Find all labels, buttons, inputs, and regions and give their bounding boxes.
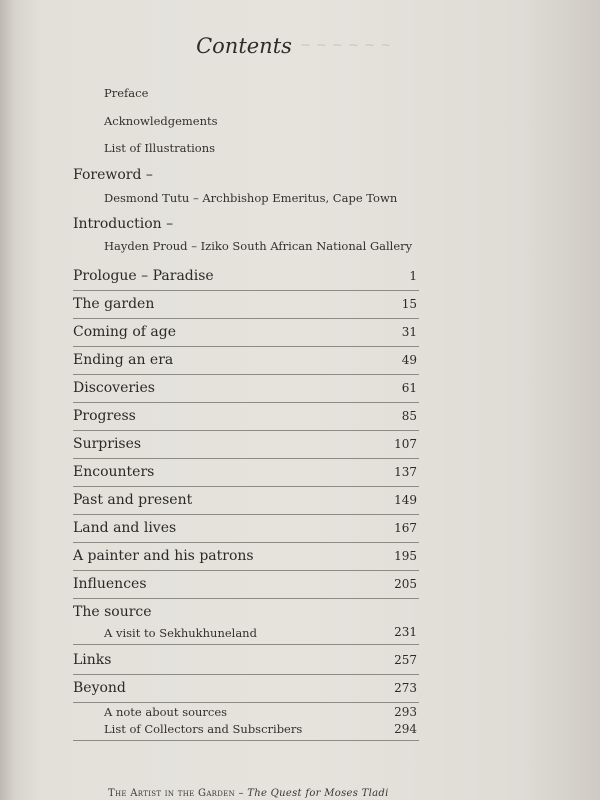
chapter-page-number: 257 [394, 653, 417, 667]
chapter-page-number: 195 [394, 549, 417, 563]
chapter-row [73, 318, 419, 347]
page-title: Contents [196, 34, 292, 58]
running-footer [108, 788, 389, 799]
chapter-row [73, 290, 419, 319]
chapter-page-number: 61 [401, 381, 417, 395]
chapter-subtitle: A visit to Sekhukhuneland [104, 626, 257, 640]
chapter-page-number: 107 [394, 437, 417, 451]
back-matter-label: List of Collectors and Subscribers [104, 722, 303, 736]
show-through-text: ~ ~ ~ ~ ~ ~ [300, 38, 392, 53]
chapter-page-number: 31 [401, 325, 417, 339]
introduction-author: Hayden Proud – Iziko South African National Gallery [104, 239, 413, 253]
chapter-row [73, 458, 419, 487]
back-matter-item [104, 722, 419, 736]
chapter-page-number: 85 [401, 409, 417, 423]
divider [73, 740, 419, 741]
chapter-row [73, 486, 419, 515]
chapter-row [73, 514, 419, 543]
chapter-row [73, 646, 419, 675]
chapter-page-number: 205 [394, 577, 417, 591]
chapter-title: Surprises [73, 436, 142, 452]
chapter-row [73, 674, 419, 703]
chapter-row [73, 598, 419, 645]
back-matter-page: 294 [394, 722, 417, 736]
footer-series: The Artist in the Garden – [108, 788, 248, 799]
foreword-author: Desmond Tutu – Archbishop Emeritus, Cape Town [104, 191, 398, 205]
chapter-page-number: 167 [394, 521, 417, 535]
chapter-row [73, 570, 419, 599]
chapter-title: The source [73, 604, 152, 620]
front-matter-item: Acknowledgements [104, 114, 218, 128]
chapter-row [73, 430, 419, 459]
chapter-row [73, 374, 419, 403]
foreword-heading: Foreword – [73, 167, 153, 183]
chapter-row [73, 346, 419, 375]
chapter-page-number: 1 [409, 269, 417, 283]
chapter-title: Discoveries [73, 380, 155, 396]
chapter-title: Progress [73, 408, 136, 424]
front-matter-item: Preface [104, 86, 149, 100]
chapter-title: Prologue – Paradise [73, 268, 214, 284]
chapter-page-number: 231 [394, 625, 417, 639]
introduction-heading: Introduction – [73, 216, 174, 232]
chapter-title: Ending an era [73, 352, 174, 368]
chapter-title: Links [73, 652, 112, 668]
chapter-page-number: 149 [394, 493, 417, 507]
chapter-title: Coming of age [73, 324, 176, 340]
front-matter-item: List of Illustrations [104, 141, 216, 155]
chapter-title: A painter and his patrons [73, 548, 254, 564]
chapter-row [73, 262, 419, 291]
chapter-title: The garden [73, 296, 155, 312]
footer-subtitle: The Quest for Moses Tladi [247, 788, 389, 799]
chapter-title: Influences [73, 576, 147, 592]
chapter-row [73, 542, 419, 571]
chapter-page-number: 15 [401, 297, 417, 311]
chapter-page-number: 49 [401, 353, 417, 367]
back-matter-item [104, 705, 419, 719]
chapter-page-number: 137 [394, 465, 417, 479]
chapter-title: Past and present [73, 492, 193, 508]
back-matter-label: A note about sources [104, 705, 228, 719]
back-matter-page: 293 [394, 705, 417, 719]
chapter-title: Beyond [73, 680, 126, 696]
chapter-title: Encounters [73, 464, 155, 480]
chapter-row [73, 402, 419, 431]
chapter-page-number: 273 [394, 681, 417, 695]
chapter-title: Land and lives [73, 520, 177, 536]
